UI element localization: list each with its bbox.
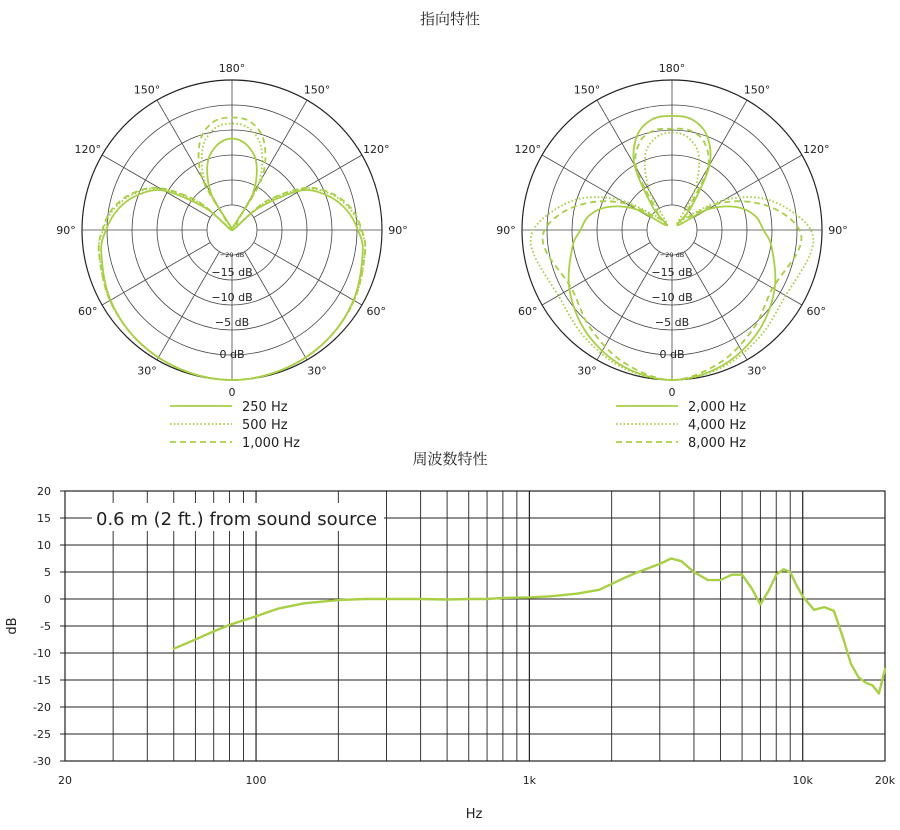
- legend-right: [616, 400, 746, 451]
- polar-angle-label: 120°: [514, 143, 541, 156]
- polar-angle-label: 120°: [363, 143, 390, 156]
- polar-ring-label: −15 dB: [651, 266, 693, 279]
- freq-y-tick-label: -20: [33, 701, 51, 714]
- polar-ring-label: −20 dB: [659, 251, 685, 259]
- polar-angle-label: 30°: [577, 364, 597, 378]
- freq-y-tick-label: 20: [37, 485, 51, 498]
- polar-angle-label: 150°: [573, 83, 601, 97]
- polar-angle-label: 30°: [307, 364, 327, 378]
- freq-x-tick-label: 10k: [792, 774, 813, 787]
- polar-chart-low-frequencies: [56, 62, 408, 399]
- polar-angle-label: 0: [228, 386, 236, 399]
- polar-angle-label: 30°: [747, 364, 767, 378]
- legend-label: 4,000 Hz: [688, 418, 746, 433]
- polar-angle-label: 90°: [56, 224, 76, 237]
- polar-ring-label: 0 dB: [219, 348, 245, 361]
- freq-x-tick-label: 20k: [874, 774, 896, 787]
- freq-y-tick-label: -5: [40, 620, 51, 633]
- freq-y-tick-label: -10: [33, 647, 51, 660]
- polar-ring-label: −15 dB: [211, 266, 253, 279]
- polar-ring-label: −20 dB: [219, 251, 245, 259]
- legend-label: 500 Hz: [242, 418, 288, 433]
- freq-x-tick-label: 20: [58, 774, 72, 787]
- frequency-response-title: 周波数特性: [412, 450, 488, 468]
- polar-angle-label: 120°: [74, 143, 101, 156]
- freq-x-axis-label: Hz: [465, 807, 483, 822]
- freq-y-tick-label: 10: [37, 539, 51, 552]
- polar-angle-label: 60°: [77, 305, 98, 318]
- frequency-response-chart: [5, 485, 896, 822]
- polar-angle-label: 90°: [496, 224, 516, 237]
- polar-angle-label: 60°: [806, 305, 827, 318]
- polar-ring-label: −10 dB: [211, 291, 253, 304]
- polar-ring: [647, 205, 697, 255]
- polar-angle-label: 0: [668, 386, 676, 399]
- freq-y-tick-label: -15: [33, 674, 51, 687]
- polar-angle-label: 30°: [137, 364, 157, 378]
- freq-annotation: 0.6 m (2 ft.) from sound source: [96, 509, 378, 530]
- polar-chart-high-frequencies: [496, 62, 848, 399]
- polar-angle-label: 60°: [366, 305, 387, 318]
- legend-left: [170, 400, 300, 451]
- freq-y-tick-label: -30: [33, 755, 51, 768]
- legend-label: 250 Hz: [242, 400, 288, 415]
- polar-ring-label: −5 dB: [214, 316, 250, 329]
- freq-y-axis-label: dB: [5, 617, 20, 635]
- polar-ring-label: 0 dB: [659, 348, 685, 361]
- polar-angle-label: 150°: [303, 83, 331, 97]
- polar-ring-label: −10 dB: [651, 291, 693, 304]
- freq-x-tick-label: 1k: [522, 774, 537, 787]
- polar-angle-label: 180°: [218, 62, 246, 75]
- polar-angle-label: 60°: [517, 305, 538, 318]
- polar-angle-label: 150°: [133, 83, 161, 97]
- legend-label: 2,000 Hz: [688, 400, 746, 415]
- polar-angle-label: 120°: [803, 143, 830, 156]
- polar-ring-label: −5 dB: [654, 316, 690, 329]
- freq-y-tick-label: 15: [37, 512, 51, 525]
- freq-y-tick-label: -25: [33, 728, 51, 741]
- freq-y-tick-label: 0: [44, 593, 51, 606]
- legend-label: 8,000 Hz: [688, 436, 746, 451]
- freq-y-tick-label: 5: [44, 566, 51, 579]
- polar-angle-label: 180°: [658, 62, 686, 75]
- legend-label: 1,000 Hz: [242, 436, 300, 451]
- polar-angle-label: 90°: [828, 224, 848, 237]
- polar-pattern-title: 指向特性: [419, 10, 480, 28]
- freq-x-tick-label: 100: [245, 774, 267, 787]
- polar-angle-label: 150°: [743, 83, 771, 97]
- polar-angle-label: 90°: [388, 224, 408, 237]
